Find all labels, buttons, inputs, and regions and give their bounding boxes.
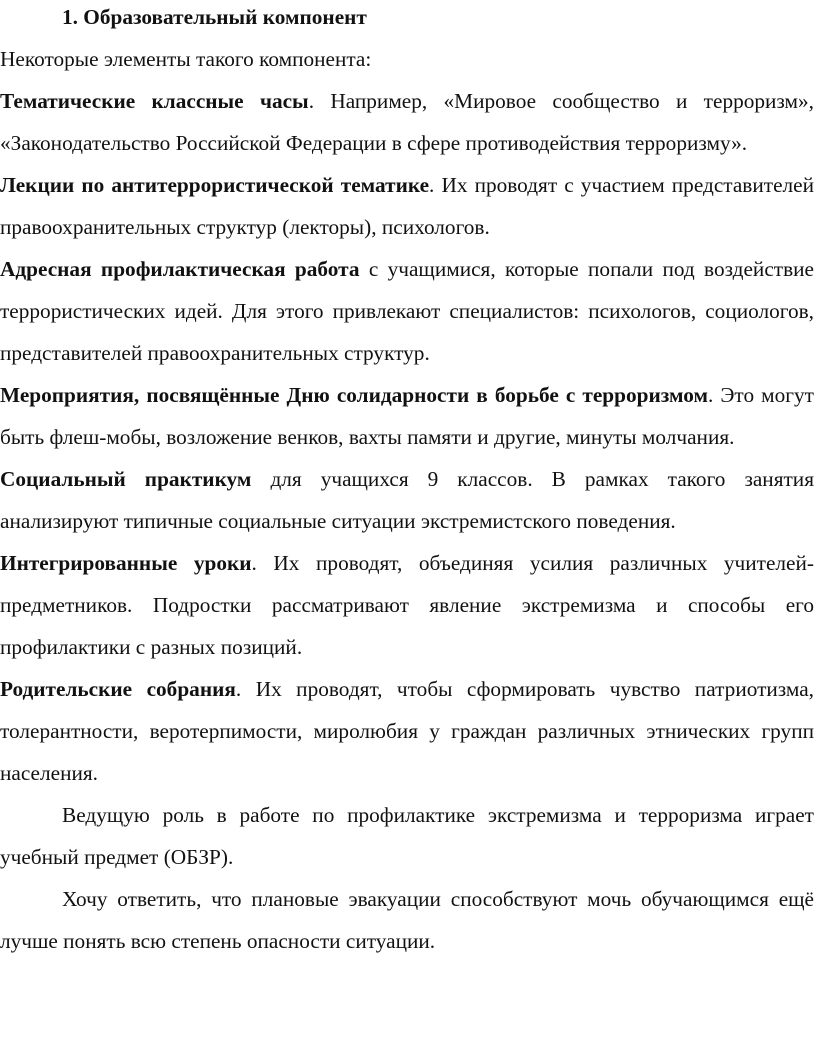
item-text: с учащимися, которые попали под воздействие террористических идей. Для этого привлекают специалистов: психологов, социологов, представителей правоохранительных структур.	[0, 257, 814, 365]
list-item-parent-meetings	[0, 668, 814, 794]
list-item-solidarity-day-events	[0, 374, 814, 458]
list-item-integrated-lessons	[0, 542, 814, 668]
list-item-lectures	[0, 164, 814, 248]
paragraph-evacuations: Хочу ответить, что плановые эвакуации способствуют мочь обучающимся ещё лучше понять всю степень опасности ситуации.	[0, 887, 814, 953]
list-item-thematic-class-hours	[0, 80, 814, 164]
item-term: Родительские собрания	[0, 677, 236, 701]
item-term: Тематические классные часы	[0, 89, 309, 113]
section-heading: 1. Образовательный компонент	[62, 5, 367, 29]
list-item-social-practicum	[0, 458, 814, 542]
item-term: Интегрированные уроки	[0, 551, 252, 575]
list-item-targeted-prevention	[0, 248, 814, 374]
intro-line: Некоторые элементы такого компонента:	[0, 47, 372, 71]
item-text: . Например, «Мировое сообщество и терроризм», «Законодательство Российской Федерации в сфере противодействия терроризму».	[0, 89, 814, 155]
item-text: . Это могут быть флеш-мобы, возложение венков, вахты памяти и другие, минуты молчания.	[0, 383, 814, 449]
item-term: Социальный практикум	[0, 467, 252, 491]
paragraph-leading-role: Ведущую роль в работе по профилактике экстремизма и терроризма играет учебный предмет (ОБЗР).	[0, 803, 814, 869]
item-term: Адресная профилактическая работа	[0, 257, 360, 281]
item-text: . Их проводят, объединяя усилия различных учителей-предметников. Подростки рассматривают явление экстремизма и способы его профилактики с разных позиций.	[0, 551, 814, 659]
item-text: . Их проводят с участием представителей правоохранительных структур (лекторы), психологов.	[0, 173, 815, 239]
item-term: Лекции по антитеррористической тематике	[0, 173, 430, 197]
item-term: Мероприятия, посвящённые Дню солидарности в борьбе с терроризмом	[0, 383, 708, 407]
item-text: для учащихся 9 классов. В рамках такого занятия анализируют типичные социальные ситуации экстремистского поведения.	[0, 467, 814, 533]
item-text: . Их проводят, чтобы сформировать чувство патриотизма, толерантности, веротерпимости, миролюбия у граждан различных этнических групп населения.	[0, 677, 815, 785]
